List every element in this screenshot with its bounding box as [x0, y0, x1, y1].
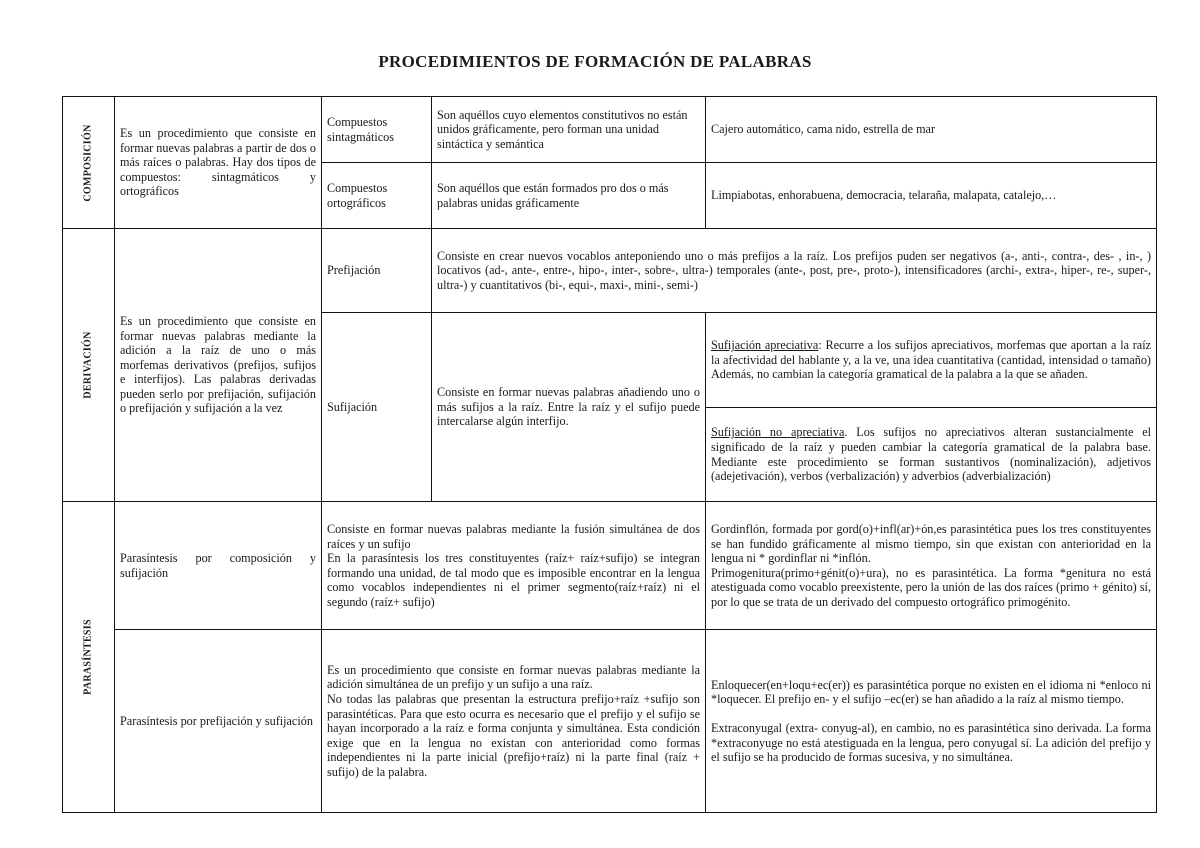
type-cell: Compuestos ortográficos — [322, 163, 432, 229]
sufijacion-no-apreciativa-cell — [706, 408, 1157, 502]
sufijacion-apreciativa-title: Sufijación apreciativa — [711, 338, 819, 353]
composicion-label-cell — [63, 97, 115, 229]
parasintesis-row-2 — [63, 630, 1157, 813]
parasintesis-description — [322, 502, 706, 630]
example-paragraph: Primogenitura(primo+génit(o)+ura), no es parasintética. La forma *genitura no está atestiguada como vocablo preexistente, pero la unión de las dos raíces (primo + génito) sí, por lo que se trata de un derivado del compuesto ortográfico primogénito. — [711, 565, 1151, 609]
description-paragraph: En la parasíntesis los tres constituyentes (raíz+ raíz+sufijo) se integran formando una unidad, de tal modo que es imposible encontrar en la lengua como vocablos independientes ni el primer segmento(raíz+raíz) ni el segundo (raíz+ sufijo) — [327, 551, 700, 609]
prefijacion-row — [63, 229, 1157, 313]
parasintesis-examples — [706, 630, 1157, 813]
sufijacion-description: Consiste en formar nuevas palabras añadiendo uno o más sufijos a la raíz. Entre la raíz y el sufijo puede intercalarse algún interfijo. — [432, 313, 706, 502]
description-cell: Son aquéllos cuyo elementos constitutivos no están unidos gráficamente, pero forman una unidad sintáctica y semántica — [432, 97, 706, 163]
derivacion-label-cell — [63, 229, 115, 502]
parasintesis-row-1 — [63, 502, 1157, 630]
parasintesis-label: PARASÍNTESIS — [82, 619, 94, 695]
sufijacion-apreciativa-cell — [706, 313, 1157, 408]
composicion-row-1 — [63, 97, 1157, 163]
examples-cell: Cajero automático, cama nido, estrella de mar — [706, 97, 1157, 163]
example-paragraph: Enloquecer(en+loqu+ec(er)) es parasintética porque no existen en el idioma ni *enloco ni *loquecer. El prefijo en- y el sufijo –ec(er) se han añadido a la raíz al mismo tiempo. — [711, 677, 1151, 707]
word-formation-table — [62, 96, 1157, 813]
sufijacion-no-apreciativa-title: Sufijación no apreciativa — [711, 425, 845, 440]
composicion-definition: Es un procedimiento que consiste en formar nuevas palabras a partir de dos o más raíces o palabras. Hay dos tipos de compuestos: sintagmáticos y ortográficos — [115, 97, 322, 229]
example-paragraph: Gordinflón, formada por gord(o)+infl(ar)+ón,es parasintética pues los tres constituyentes se han fundido gráficamente al mismo tiempo, sin que existan con anterioridad en la lengua ni * gordinflar ni *inflón. — [711, 521, 1151, 566]
examples-cell: Limpiabotas, enhorabuena, democracia, telaraña, malapata, catalejo,… — [706, 163, 1157, 229]
paragraph-gap — [711, 707, 1151, 721]
sufijacion-no-apreciativa-text: . Los sufijos no apreciativos alteran sustancialmente el significado de la raíz y pueden cambiar la categoría gramatical de la palabra base. Mediante este procedimiento se forman sustantivos (nominalización), adjetivos (adejetivación), verbos (verbalización) y adverbios (adverbialización) — [711, 425, 1152, 484]
type-cell: Prefijación — [322, 229, 432, 313]
description-cell: Son aquéllos que están formados pro dos o más palabras unidas gráficamente — [432, 163, 706, 229]
example-paragraph: Extraconyugal (extra- conyug-al), en cambio, no es parasintética sino derivada. La forma *extraconyuge no está atestiguada en la lengua, pero conyugal sí. La adición del prefijo y el sufijo se ha producido de formas sucesiva, y no simultánea. — [711, 720, 1151, 765]
parasintesis-type: Parasíntesis por composición y sufijación — [115, 502, 322, 630]
composicion-label: COMPOSICIÓN — [82, 123, 94, 202]
description-paragraph: Es un procedimiento que consiste en formar nuevas palabras mediante la adición simultánea de un prefijo y un sufijo a una raíz. — [327, 662, 700, 692]
derivacion-definition: Es un procedimiento que consiste en formar nuevas palabras mediante la adición a la raíz de uno o más morfemas derivativos (prefijos, sufijos e interfijos). Las palabras derivadas pueden serlo por prefijación, sufijación o prefijación y sufijación a la vez — [115, 229, 322, 502]
page-title: PROCEDIMIENTOS DE FORMACIÓN DE PALABRAS — [378, 52, 812, 71]
parasintesis-description — [322, 630, 706, 813]
description-paragraph: No todas las palabras que presentan la estructura prefijo+raíz +sufijo son parasintéticas. Para que esto ocurra es necesario que el prefijo y el sufijo se hayan incorporado a la raíz e forma conjunta y simultánea. Esta condición exige que en la lengua no existan con anterioridad como formas independientes ni la parte inicial (prefijo+raíz) ni la parte final (raíz + sufijo) de la palabra. — [327, 692, 700, 779]
parasintesis-type: Parasíntesis por prefijación y sufijación — [115, 630, 322, 813]
description-paragraph: Consiste en formar nuevas palabras mediante la fusión simultánea de dos raíces y un sufijo — [327, 521, 700, 551]
parasintesis-label-cell — [63, 502, 115, 813]
parasintesis-examples — [706, 502, 1157, 630]
sufijacion-apreciativa-text: : Recurre a los sufijos apreciativos, morfemas que aportan a la raíz la afectividad del hablante y, a la ve, una idea cuantitativa (cantidad, intensidad o tamaño) Además, no cambian la categoría gramatical de la palabra a la que se añaden. — [711, 338, 1152, 382]
type-cell: Sufijación — [322, 313, 432, 502]
type-cell: Compuestos sintagmáticos — [322, 97, 432, 163]
prefijacion-description: Consiste en crear nuevos vocablos anteponiendo uno o más prefijos a la raíz. Los prefijos puden ser negativos (a-, anti-, contra-, des- , in-, ) locativos (ad-, ante-, entre-, hipo-, inter-, sobre-, ultra-) temporales (ante-, post, pre-, proto-), intensificadores (archi-, extra-, hiper-, re-, super-, ultra-) y cuantitativos (bi-, equi-, maxi-, mini-, semi-) — [432, 229, 1157, 313]
derivacion-label: DERIVACIÓN — [82, 331, 94, 399]
